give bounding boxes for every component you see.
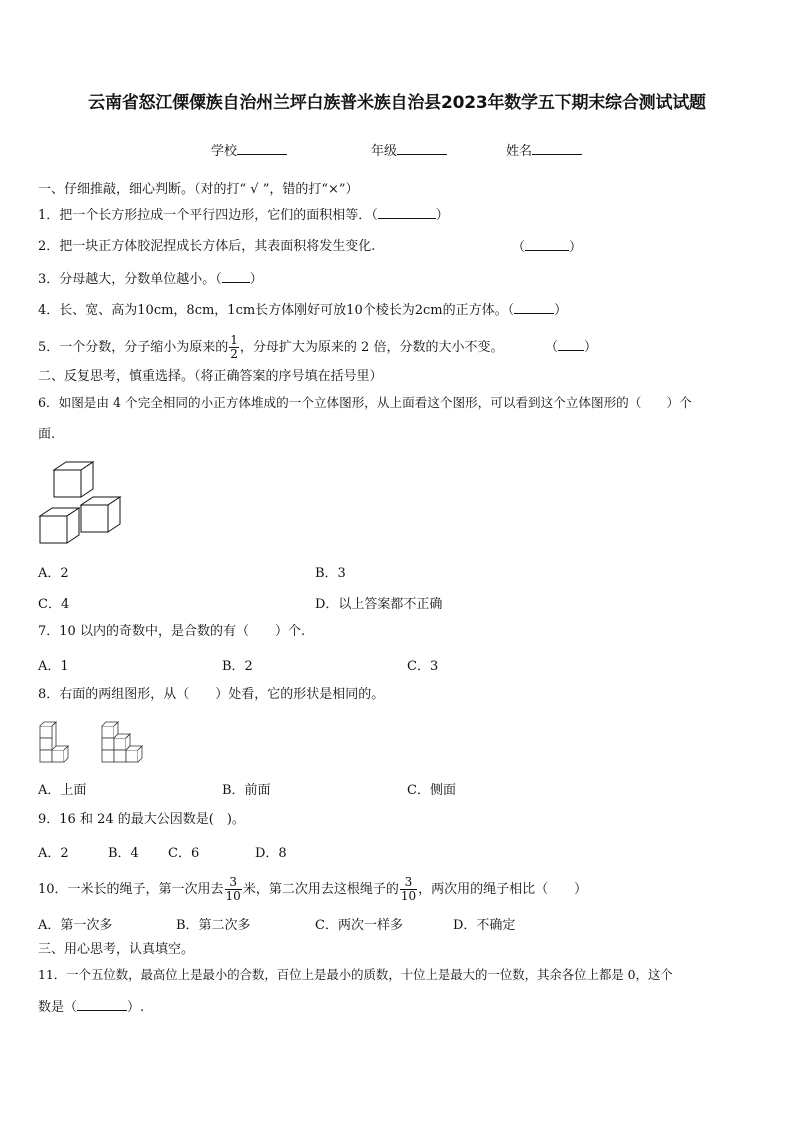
question-2-answer [512,238,582,257]
question-2-paren-close: ） [569,240,583,255]
question-5-answer-blank[interactable] [558,338,584,351]
fraction-numerator: 3 [225,876,242,890]
question-6-option-b[interactable]: B．3 [315,566,346,581]
question-6-option-a[interactable]: A．2 [38,566,69,581]
question-3 [38,270,263,289]
question-4-text: 4．长、宽、高为10cm，8cm，1cm长方体刚好可放10个棱长为2cm的正方体。（ [38,303,515,318]
question-11-cont-pre: 数是（ [38,1000,78,1015]
question-3-text: 3．分母越大，分数单位越小。（ [38,272,222,287]
question-2-paren-open: （ [512,240,526,255]
question-9-option-a[interactable]: A．2 [38,846,69,861]
question-9-text: 9．16 和 24 的最大公因数是( )。 [38,812,245,827]
question-6-cube-figure [36,460,128,550]
question-10 [38,876,587,903]
name-field [506,140,582,159]
page-title: 云南省怒江傈僳族自治州兰坪白族普米族自治县2023年数学五下期末综合测试试题 [88,93,706,113]
question-2-answer-blank[interactable] [525,238,569,251]
question-8-text: 8．右面的两组图形，从（ ）处看，它的形状是相同的。 [38,687,385,702]
question-10-post: ，两次用的绳子相比（ ） [418,882,588,897]
question-5 [38,334,503,361]
question-8-option-b[interactable]: B．前面 [222,783,271,798]
question-9-option-d[interactable]: D．8 [255,846,287,861]
question-5-answer [545,338,597,357]
school-label: 学校 [211,144,238,159]
question-5-paren-open: （ [545,340,559,355]
question-8-option-c[interactable]: C．侧面 [407,783,456,798]
section-2-heading: 二、反复思考，慎重选择。（将正确答案的序号填在括号里） [38,369,383,384]
section-1-heading: 一、仔细推敲，细心判断。（对的打“ √ ”，错的打“×”） [38,182,359,197]
question-1 [38,206,449,225]
fraction-numerator: 1 [230,333,238,347]
question-2-text: 2．把一块正方体胶泥捏成长方体后，其表面积将发生变化. [38,239,376,254]
name-blank[interactable] [532,142,582,155]
grade-field [371,140,447,159]
question-5-fraction [229,334,239,361]
question-6-option-d[interactable]: D．以上答案都不正确 [315,597,443,612]
question-4 [38,301,567,320]
question-7-option-c[interactable]: C．3 [407,659,439,674]
question-1-text: 1．把一个长方形拉成一个平行四边形，它们的面积相等．（ [38,208,378,223]
question-10-pre: 10．一米长的绳子，第一次用去 [38,882,224,897]
question-8-option-a[interactable]: A．上面 [38,783,87,798]
school-field [211,140,287,159]
question-11-cont-post: ）. [127,1000,145,1015]
school-blank[interactable] [237,142,287,155]
question-10-option-c[interactable]: C．两次一样多 [315,918,403,933]
question-8-block-figures [36,718,144,766]
grade-blank[interactable] [397,142,447,155]
question-4-paren-close: ） [554,303,568,318]
question-11-cont [38,998,144,1017]
question-5-post: ，分母扩大为原来的 2 倍，分数的大小不变。 [239,340,504,355]
fraction-denominator: 10 [225,889,241,903]
fraction-numerator: 3 [400,876,417,890]
question-3-paren-close: ） [249,272,263,287]
question-2 [38,238,375,256]
grade-label: 年级 [371,144,398,159]
question-11-text: 11．一个五位数，最高位上是最小的合数，百位上是最小的质数，十位上是最大的一位数，其余各位上都是 0，这个 [38,967,673,982]
section-3-heading: 三、用心思考，认真填空。 [38,942,195,957]
question-7-option-a[interactable]: A．1 [38,659,69,674]
question-6-option-c[interactable]: C．4 [38,597,70,612]
question-4-answer-blank[interactable] [514,301,554,314]
question-7-option-b[interactable]: B．2 [222,659,253,674]
question-3-answer-blank[interactable] [222,270,250,283]
question-6-text: 6．如图是由 4 个完全相同的小正方体堆成的一个立体图形，从上面看这个图形，可以看到这个立体图形的（ ）个 [38,395,692,410]
question-10-option-b[interactable]: B．第二次多 [176,918,251,933]
question-10-mid: 米，第二次用去这根绳子的 [242,882,399,897]
question-7-text: 7．10 以内的奇数中，是合数的有（ ）个. [38,624,306,639]
question-10-option-a[interactable]: A．第一次多 [38,918,113,933]
question-9-option-c[interactable]: C．6 [168,846,200,861]
question-9-option-b[interactable]: B．4 [108,846,139,861]
question-1-paren-close: ） [435,208,449,223]
question-5-pre: 5．一个分数，分子缩小为原来的 [38,340,229,355]
name-label: 姓名 [506,144,533,159]
question-10-option-d[interactable]: D．不确定 [453,918,516,933]
question-1-answer-blank[interactable] [378,206,436,219]
question-11-answer-blank[interactable] [77,998,127,1011]
question-6-cont: 面. [38,427,56,442]
fraction-denominator: 2 [230,347,238,361]
fraction-denominator: 10 [400,889,417,903]
question-10-fraction-2 [400,876,417,903]
question-10-fraction-1 [225,876,242,903]
question-5-paren-close: ） [584,340,598,355]
